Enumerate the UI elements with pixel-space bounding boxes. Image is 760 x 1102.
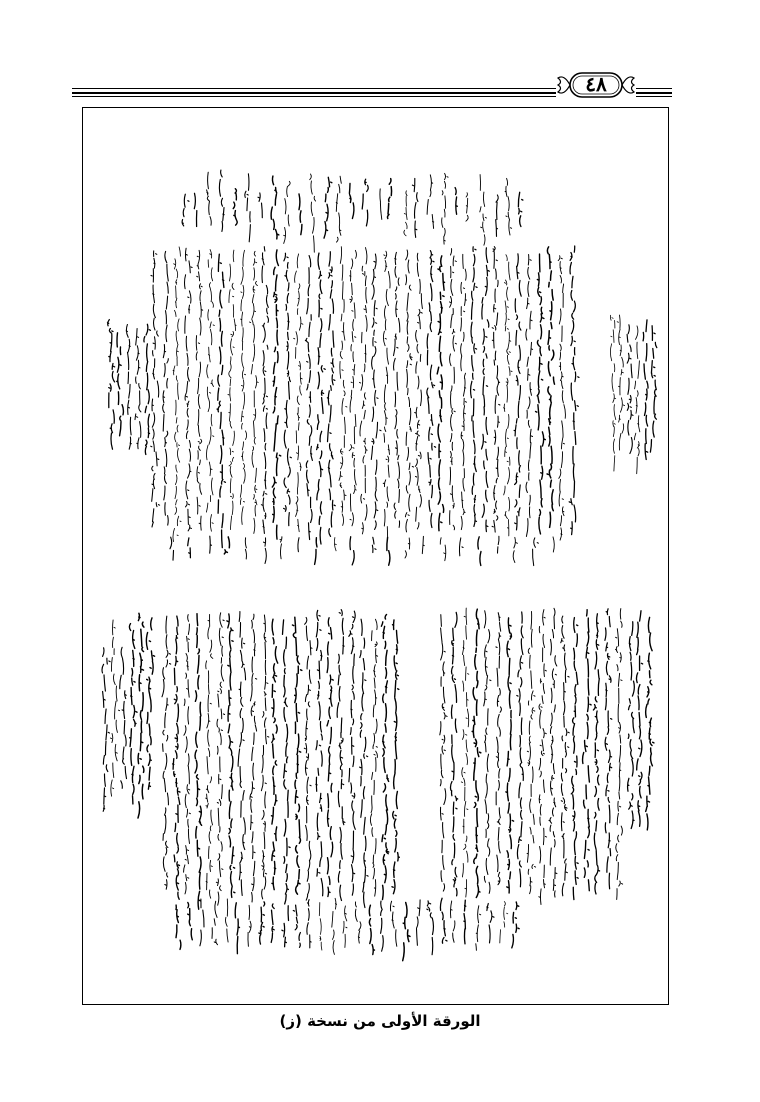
handwriting-stroke [482,248,490,532]
handwriting-stroke [176,905,181,949]
handwriting-stroke [226,899,229,942]
handwriting-stroke [349,250,356,525]
handwriting-stroke [261,615,268,899]
handwriting-stroke [350,537,354,565]
handwriting-stroke [305,256,312,540]
handwriting-stroke [627,325,633,454]
handwriting-stroke [293,905,300,947]
handwriting-stroke [387,537,390,565]
handwriting-stroke [646,617,654,830]
handwriting-stroke [283,620,291,904]
handwriting-stroke [484,611,491,894]
handwriting-stroke [258,193,262,218]
handwriting-stroke [390,901,396,946]
handwriting-stroke [259,902,265,944]
handwriting-stroke [188,538,191,558]
handwriting-stroke [634,326,640,474]
handwriting-stroke [487,904,494,943]
handwriting-stroke [316,610,323,895]
handwriting-stroke [233,189,237,225]
handwriting-stroke [440,615,447,891]
handwriting-stroke [173,247,181,542]
handwriting-stroke [571,618,578,900]
handwriting-stroke [392,620,399,894]
handwriting-stroke [459,538,463,556]
handwriting-stroke [394,252,400,527]
handwriting-stroke [284,181,290,243]
handwriting-stroke [228,250,236,529]
handwriting-stroke [643,320,648,460]
handwriting-stroke [583,610,592,891]
manuscript-scan [83,108,669,1005]
handwriting-stroke [299,194,302,235]
handwriting-stroke [360,619,369,907]
handwriting-stroke [349,184,354,219]
handwriting-stroke [304,617,312,900]
handwriting-stroke [498,536,500,553]
handwriting-stroke [240,250,246,524]
handwriting-stroke [466,193,468,222]
handwriting-stroke [182,194,189,226]
handwriting-stroke [216,613,224,905]
handwriting-stroke [196,250,202,530]
handwriting-stroke [280,537,282,559]
handwriting-stroke [440,538,446,561]
handwriting-stroke [605,609,612,889]
handwriting-stroke [310,174,316,252]
handwriting-stroke [120,647,127,788]
handwriting-stroke [549,608,557,897]
handwriting-stroke [412,178,418,237]
handwriting-stroke [405,538,410,558]
handwriting-stroke [480,175,487,246]
handwriting-stroke [264,538,267,564]
handwriting-stroke [610,315,615,471]
handwriting-stroke [195,614,202,910]
handwriting-stroke [135,329,141,449]
handwriting-stroke [317,253,326,544]
handwriting-stroke [547,247,554,528]
handwriting-stroke [238,612,245,896]
handwriting-stroke [360,248,368,534]
handwriting-stroke [293,617,302,894]
handwriting-stroke [337,610,345,901]
handwriting-stroke [217,254,225,547]
handwriting-stroke [471,247,478,527]
handwriting-stroke [539,610,547,905]
handwriting-stroke [558,256,565,540]
handwriting-stroke [427,901,434,955]
handwriting-stroke [206,250,214,532]
handwriting-stroke [500,902,508,944]
handwriting-stroke [476,906,481,951]
handwriting-stroke [294,254,303,532]
handwriting-stroke [492,247,500,532]
handwriting-stroke [593,614,599,894]
handwriting-stroke [261,247,268,534]
handwriting-stroke [512,902,519,948]
handwriting-stroke [245,174,251,242]
handwriting-stroke [383,251,390,537]
handwriting-stroke [442,173,448,244]
handwriting-stroke [315,538,317,565]
handwriting-stroke [514,254,521,530]
handwriting-stroke [451,901,455,942]
handwriting-stroke [163,251,169,525]
page-number: ٤٨ [585,72,607,96]
handwriting-stroke [319,903,322,951]
handwriting-stroke [371,254,381,529]
handwriting-stroke [227,614,235,897]
handwriting-stroke [332,898,337,954]
handwriting-stroke [513,537,517,562]
handwriting-stroke [248,905,251,946]
handwriting-stroke [472,609,481,897]
handwriting-stroke [517,612,524,887]
handwriting-stroke [505,178,512,235]
handwriting-stroke [250,251,259,533]
handwriting-stroke [284,253,292,526]
handwriting-stroke [415,253,423,529]
handwriting-stroke [117,333,124,436]
handwriting-stroke [455,188,457,215]
handwriting-stroke [533,538,539,566]
handwriting-stroke [518,192,523,226]
handwriting-stroke [553,537,554,552]
handwriting-stroke [349,611,355,895]
handwriting-stroke [417,900,421,945]
handwriting-stroke [138,613,144,818]
handwriting-stroke [210,536,212,553]
handwriting-stroke [339,247,347,526]
handwriting-stroke [272,250,280,539]
handwriting-stroke [380,189,382,220]
handwriting-stroke [381,901,384,951]
handwriting-stroke [126,325,131,450]
handwriting-stroke [403,903,410,961]
handwriting-stroke [307,900,311,948]
handwriting-stroke [427,251,436,528]
handwriting-stroke [219,170,224,231]
handwriting-stroke [212,901,218,945]
handwriting-stroke [422,536,424,553]
handwriting-stroke [362,179,368,226]
handwriting-stroke [405,250,413,532]
handwriting-stroke [464,900,466,944]
handwriting-stroke [108,320,115,450]
handwriting-stroke [387,179,391,219]
handwriting-stroke [650,326,656,452]
handwriting-stroke [324,177,332,238]
handwriting-stroke [146,618,154,789]
handwriting-stroke [355,902,361,943]
handwriting-stroke [450,612,457,895]
manuscript-image [82,107,669,1005]
handwriting-stroke [461,254,467,529]
handwriting-stroke [427,175,434,229]
handwriting-stroke [151,251,160,527]
handwriting-stroke [440,898,447,943]
handwriting-stroke [185,248,193,531]
handwriting-stroke [129,624,137,804]
handwriting-stroke [250,614,257,902]
handwriting-stroke [184,615,191,894]
handwriting-stroke [404,191,407,236]
handwriting-stroke [188,903,193,940]
handwriting-stroke [235,903,239,954]
handwriting-stroke [272,619,278,889]
handwriting-stroke [224,537,229,554]
handwriting-stroke [496,613,502,885]
handwriting-stroke [173,616,180,899]
handwriting-stroke [327,252,335,537]
handwriting-stroke [536,254,546,534]
handwriting-stroke [369,905,374,954]
handwriting-stroke [526,255,533,537]
handwriting-stroke [616,609,623,900]
handwriting-stroke [437,256,444,531]
handwriting-stroke [245,538,246,559]
handwriting-stroke [506,618,514,893]
handwriting-stroke [298,538,299,552]
handwriting-stroke [206,614,213,898]
handwriting-stroke [200,899,204,946]
handwriting-stroke [282,906,289,947]
handwriting-stroke [334,538,336,551]
handwriting-stroke [569,246,579,535]
figure-caption: الورقة الأولى من نسخة (ز) [279,1012,481,1030]
handwriting-stroke [144,324,150,454]
handwriting-stroke [207,172,212,225]
handwriting-stroke [343,906,347,948]
handwriting-stroke [372,537,376,552]
handwriting-stroke [478,537,481,566]
handwriting-stroke [271,176,279,239]
handwriting-stroke [370,619,377,896]
handwriting-stroke [110,620,119,796]
handwriting-stroke [381,615,388,900]
handwriting-stroke [527,612,536,894]
handwriting-stroke [162,616,171,889]
handwriting-stroke [271,904,274,942]
handwriting-stroke [496,195,499,236]
handwriting-stroke [336,176,341,242]
handwriting-stroke [102,648,110,812]
handwriting-stroke [561,616,570,896]
handwriting-stroke [327,618,333,897]
handwriting-stroke [617,315,624,450]
handwriting-stroke [194,193,197,226]
handwriting-stroke [636,611,642,827]
handwriting-stroke [450,249,457,530]
handwriting-stroke [504,255,513,536]
handwriting-stroke [628,622,635,829]
handwriting-stroke [461,608,469,897]
page-number-ornament [556,70,636,100]
